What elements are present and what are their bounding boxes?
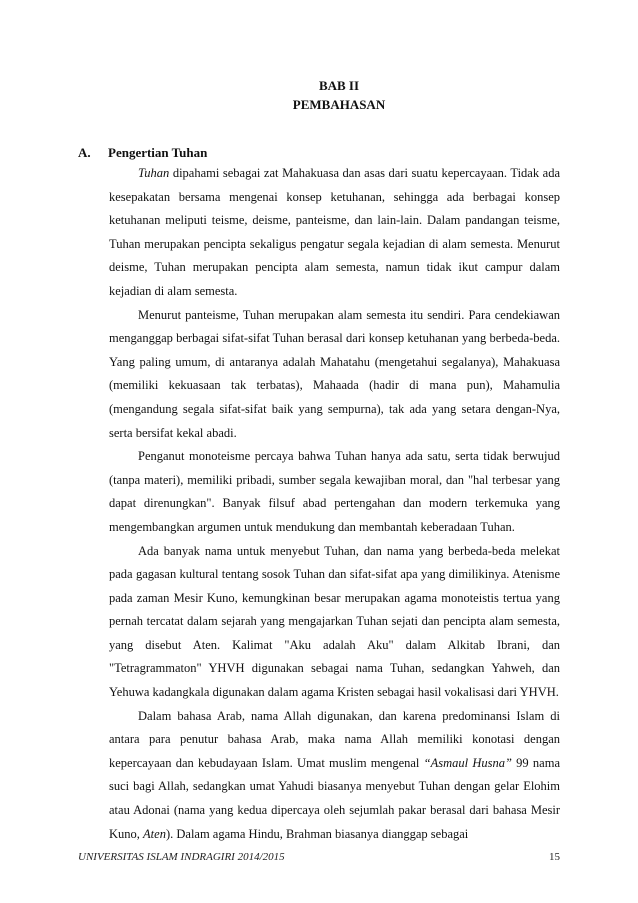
paragraph-5-text-c: ). Dalam agama Hindu, Brahman biasanya dianggap sebagai	[165, 826, 469, 841]
paragraph-5-text-a: Dalam bahasa Arab, nama Allah digunakan, dan karena predominansi Islam di antara para penutur bahasa Arab, maka nama Allah memiliki konotasi dengan kepercayaan dan kebudayaan Islam. Umat muslim mengenal	[109, 708, 560, 770]
paragraph-1	[109, 162, 560, 304]
chapter-title: PEMBAHASAN	[292, 97, 386, 112]
paragraph-2: Menurut panteisme, Tuhan merupakan alam semesta itu sendiri. Para cendekiawan menganggap berbagai sifat-sifat Tuhan berasal dari konsep ketuhanan yang berbeda-beda. Yang paling umum, di antaranya adalah Mahatahu (mengetahui segalanya), Mahakuasa (memiliki kekuasaan tak terbatas), Mahaada (hadir di mana pun), Mahamulia (mengandung segala sifat-sifat baik yang sempurna), tak ada yang setara dengan-Nya, serta bersifat kekal abadi.	[109, 307, 560, 440]
page-number: 15	[549, 851, 560, 863]
paragraph-1-text: dipahami sebagai zat Mahakuasa dan asas dari suatu kepercayaan. Tidak ada kesepakatan bersama mengenai konsep ketuhanan, sehingga ada berbagai konsep ketuhanan meliputi teisme, deisme, panteisme, dan lain-lain. Dalam pandangan teisme, Tuhan merupakan pencipta sekaligus pengatur segala kejadian di alam semesta. Menurut deisme, Tuhan merupakan pencipta alam semesta, namun tidak ikut campur dalam kejadian di alam semesta.	[109, 166, 560, 298]
body-text	[109, 162, 560, 846]
chapter-label: BAB II	[318, 78, 360, 93]
paragraph-3: Penganut monoteisme percaya bahwa Tuhan hanya ada satu, serta tidak berwujud (tanpa materi), memiliki pribadi, sumber segala kewajiban moral, dan "hal terbesar yang dapat direnungkan". Banyak filsuf abad pertengahan dan modern terkemuka yang mengembangkan argumen untuk mendukung dan membantah keberadaan Tuhan.	[109, 449, 560, 534]
section-title: Pengertian Tuhan	[108, 145, 208, 160]
paragraph-5-aten: Aten	[143, 826, 166, 841]
paragraph-4: Ada banyak nama untuk menyebut Tuhan, dan nama yang berbeda-beda melekat pada gagasan kultural tentang sosok Tuhan dan sifat-sifat apa yang dimilikinya. Atenisme pada zaman Mesir Kuno, kemungkinan besar merupakan agama monoteistis tertua yang pernah tercatat dalam sejarah yang mengajarkan Tuhan sejati dan pencipta alam semesta, yang disebut Aten. Kalimat "Aku adalah Aku" dalam Alkitab Ibrani, dan "Tetragrammaton" YHVH digunakan sebagai nama Tuhan, sedangkan Yahweh, dan Yehuwa kadangkala digunakan dalam agama Kristen sebagai hasil vokalisasi dari YHVH.	[109, 543, 560, 700]
section-number: A.	[78, 145, 91, 160]
footer-institution: UNIVERSITAS ISLAM INDRAGIRI 2014/2015	[78, 851, 285, 863]
paragraph-5-text-b: 99 nama suci bagi Allah, sedangkan umat Yahudi biasanya menyebut Tuhan dengan gelar Elohim atau Adonai (nama yang kedua dipercaya oleh sejumlah pakar berasal dari bahasa Mesir Kuno,	[109, 755, 560, 841]
paragraph-5-asmaul-husna: “Asmaul Husna”	[423, 755, 512, 770]
paragraph-1-lead-term: Tuhan	[138, 166, 170, 180]
paragraph-5	[109, 705, 560, 847]
section-heading	[78, 145, 207, 161]
